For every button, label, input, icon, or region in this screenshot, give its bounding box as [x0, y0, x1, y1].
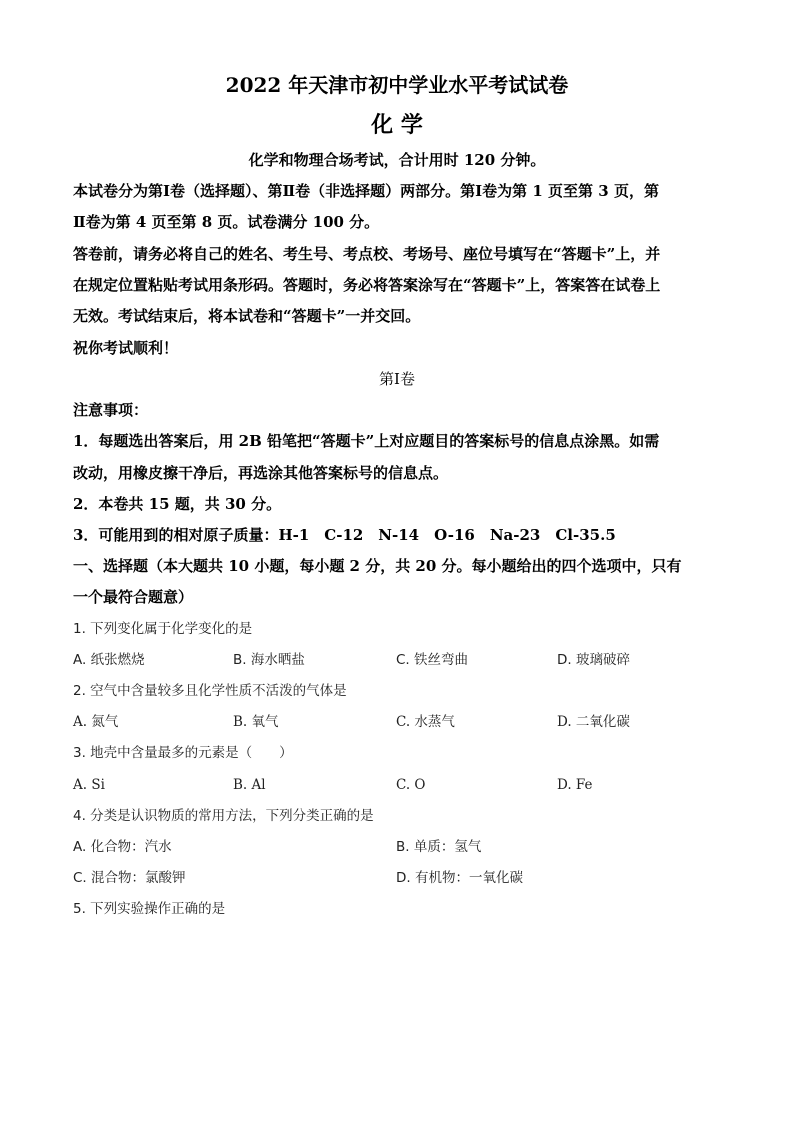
option-d: D. Fe — [557, 777, 593, 793]
question-stem: 3. 地壳中含量最多的元素是（ ） — [73, 745, 293, 761]
question-stem: 4. 分类是认识物质的常用方法，下列分类正确的是 — [73, 808, 374, 824]
option-b: B. 单质：氢气 — [396, 839, 482, 855]
section-heading: 一、选择题（本大题共 10 小题，每小题 2 分，共 20 分。每小题给出的四个选项中，只有 — [73, 557, 682, 575]
section-heading: 一个最符合题意） — [73, 588, 194, 606]
option-c: C. O — [396, 777, 426, 793]
instruction-line: Ⅱ卷为第 4 页至第 8 页。试卷满分 100 分。 — [73, 213, 380, 231]
option-a: A. 氮气 — [73, 714, 119, 730]
note-line: 1．每题选出答案后，用 2B 铅笔把“答题卡”上对应题目的答案标号的信息点涂黑。如需 — [73, 432, 660, 450]
option-d: D. 二氧化碳 — [557, 714, 630, 730]
option-c: C. 铁丝弯曲 — [396, 652, 469, 668]
option-c: C. 混合物：氯酸钾 — [73, 870, 186, 886]
question-stem: 1. 下列变化属于化学变化的是 — [73, 621, 253, 637]
subject-title: 化 学 — [371, 112, 423, 138]
exam-title: 2022 年天津市初中学业水平考试试卷 — [225, 73, 569, 97]
option-a: A. Si — [73, 777, 105, 793]
question-stem: 2. 空气中含量较多且化学性质不活泼的气体是 — [73, 683, 347, 699]
option-d: D. 有机物：一氧化碳 — [396, 870, 523, 886]
instruction-line: 答卷前，请务必将自己的姓名、考生号、考点校、考场号、座位号填写在“答题卡”上，并 — [73, 245, 661, 263]
question-stem: 5. 下列实验操作正确的是 — [73, 901, 226, 917]
instruction-line: 本试卷分为第Ⅰ卷（选择题）、第Ⅱ卷（非选择题）两部分。第Ⅰ卷为第 1 页至第 3 页，第 — [73, 182, 659, 200]
option-b: B. Al — [233, 777, 266, 793]
option-d: D. 玻璃破碎 — [557, 652, 630, 668]
exam-note: 化学和物理合场考试，合计用时 120 分钟。 — [248, 151, 546, 169]
notes-title: 注意事项： — [73, 401, 149, 419]
note-line: 改动，用橡皮擦干净后，再选涂其他答案标号的信息点。 — [73, 464, 449, 482]
note-line: 2．本卷共 15 题，共 30 分。 — [73, 495, 282, 513]
option-b: B. 氧气 — [233, 714, 279, 730]
wish-text: 祝你考试顺利！ — [73, 339, 179, 357]
option-a: A. 化合物：汽水 — [73, 839, 172, 855]
option-c: C. 水蒸气 — [396, 714, 455, 730]
option-a: A. 纸张燃烧 — [73, 652, 145, 668]
part-heading: 第Ⅰ卷 — [379, 370, 415, 388]
option-b: B. 海水晒盐 — [233, 652, 305, 668]
instruction-line: 在规定位置粘贴考试用条形码。答题时，务必将答案涂写在“答题卡”上，答案答在试卷上 — [73, 276, 661, 294]
atomic-mass-note: 3．可能用到的相对原子质量：H-1 C-12 N-14 O-16 Na-23 Cl-35.5 — [73, 526, 616, 544]
instruction-line: 无效。考试结束后，将本试卷和“答题卡”一并交回。 — [73, 307, 421, 325]
